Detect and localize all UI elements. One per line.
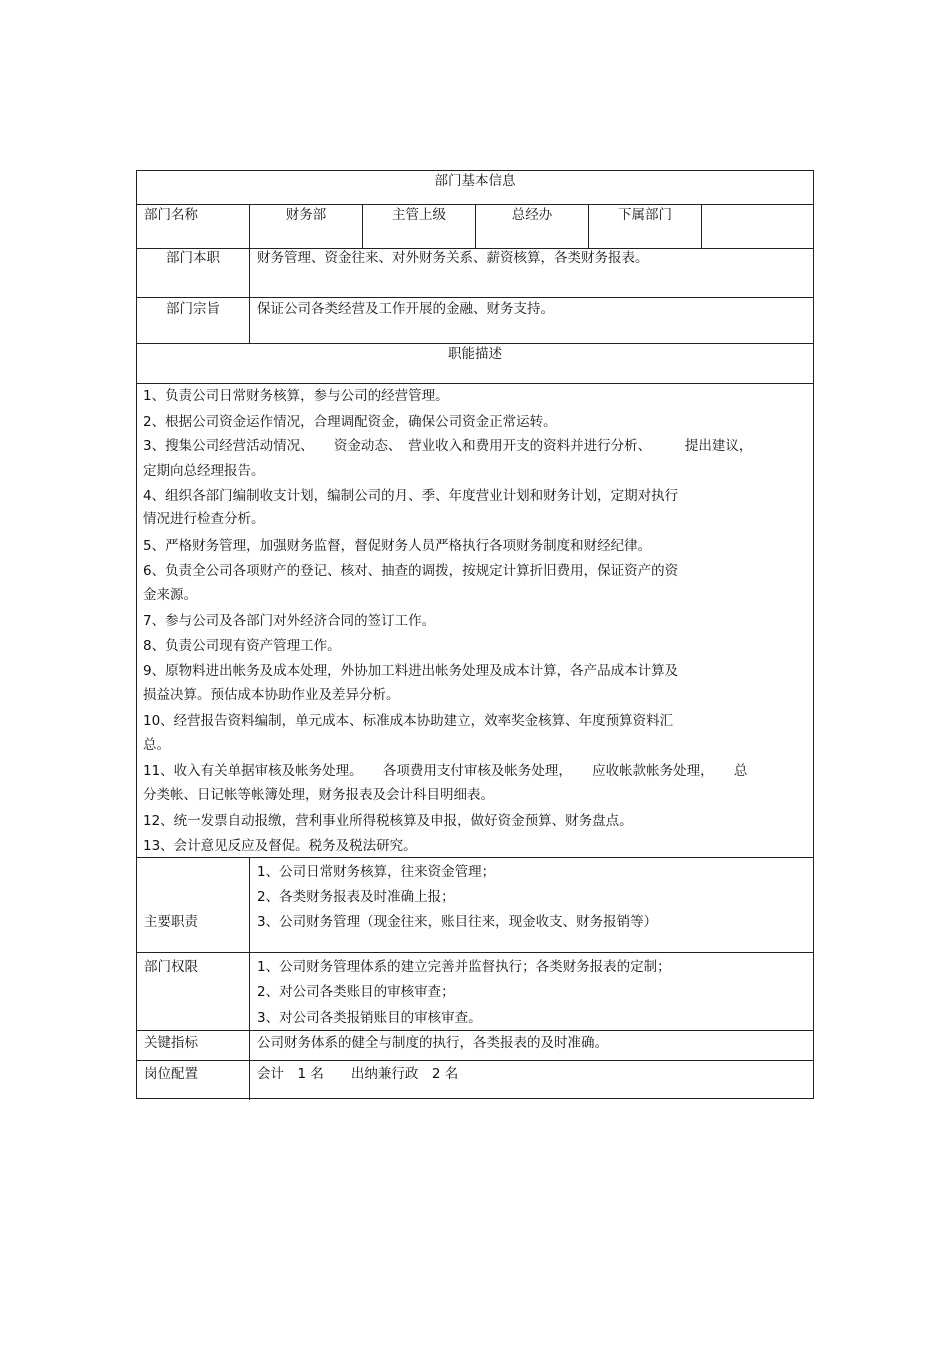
col-divider	[249, 248, 250, 343]
function-line: 8、负责公司现有资产管理工作。	[143, 638, 341, 654]
supervisor-label: 主管上级	[392, 207, 446, 223]
row-divider	[137, 343, 813, 344]
row-divider	[137, 383, 813, 384]
dept-name-label: 部门名称	[144, 207, 198, 223]
function-line: 10、经营报告资料编制，单元成本、标准成本协助建立，效率奖金核算、年度预算资料汇	[143, 713, 674, 729]
function-line: 9、原物料进出帐务及成本处理，外协加工料进出帐务处理及成本计算，各产品成本计算及	[143, 663, 679, 679]
basic-info-title: 部门基本信息	[434, 173, 516, 189]
function-line: 4、组织各部门编制收支计划，编制公司的月、季、年度营业计划和财务计划，定期对执行	[143, 488, 679, 504]
main-duties-label: 主要职责	[144, 914, 198, 930]
function-line: 13、会计意见反应及督促。税务及税法研究。	[143, 838, 417, 854]
function-line: 定期向总经理报告。	[143, 463, 265, 479]
col-divider	[701, 204, 702, 248]
dept-name-value: 财务部	[285, 207, 327, 223]
function-line: 5、严格财务管理，加强财务监督，督促财务人员严格执行各项财务制度和财经纪律。	[143, 538, 652, 554]
functions-title: 职能描述	[448, 346, 502, 362]
function-line: 分类帐、日记帐等帐簿处理，财务报表及会计科目明细表。	[143, 787, 494, 803]
purpose-label: 部门宗旨	[166, 301, 220, 317]
subdept-label: 下属部门	[618, 207, 672, 223]
duty-label: 部门本职	[166, 250, 220, 266]
duty-value: 财务管理、资金往来、对外财务关系、薪资核算，各类财务报表。	[257, 250, 649, 266]
authority-label: 部门权限	[144, 959, 198, 975]
supervisor-value: 总经办	[511, 207, 553, 223]
positions-label: 岗位配置	[144, 1066, 198, 1082]
function-line: 情况进行检查分析。	[143, 511, 265, 527]
authority-item: 1、公司财务管理体系的建立完善并监督执行；各类财务报表的定制；	[257, 959, 671, 975]
row-divider	[137, 297, 813, 298]
kpi-label: 关键指标	[144, 1035, 198, 1051]
row-divider	[137, 1060, 813, 1061]
function-line: 6、负责全公司各项财产的登记、核对、抽查的调拨，按规定计算折旧费用，保证资产的资	[143, 563, 679, 579]
function-line: 12、统一发票自动报缴，营利事业所得税核算及申报，做好资金预算、财务盘点。	[143, 813, 633, 829]
function-line: 11、收入有关单据审核及帐务处理。 各项费用支付审核及帐务处理， 应收帐款帐务处理， 总	[143, 763, 748, 779]
authority-item: 2、对公司各类账目的审核审查；	[257, 984, 455, 1000]
col-divider	[249, 857, 250, 1100]
department-info-table	[136, 170, 814, 1099]
positions-value: 会计 1 名 出纳兼行政 2 名	[257, 1066, 459, 1082]
main-duty-item: 2、各类财务报表及时准确上报；	[257, 889, 455, 905]
authority-item: 3、对公司各类报销账目的审核审查。	[257, 1010, 482, 1026]
row-divider	[137, 1030, 813, 1031]
function-line: 金来源。	[143, 587, 197, 603]
row-divider	[137, 952, 813, 953]
function-line: 3、搜集公司经营活动情况、 资金动态、 营业收入和费用开支的资料并进行分析、 提出建议，	[143, 438, 753, 454]
purpose-value: 保证公司各类经营及工作开展的金融、财务支持。	[257, 301, 554, 317]
function-line: 1、负责公司日常财务核算，参与公司的经营管理。	[143, 388, 449, 404]
row-divider	[137, 857, 813, 858]
function-line: 总。	[143, 737, 170, 753]
function-line: 损益决算。预估成本协助作业及差异分析。	[143, 687, 400, 703]
main-duty-item: 1、公司日常财务核算，往来资金管理；	[257, 864, 496, 880]
kpi-value: 公司财务体系的健全与制度的执行，各类报表的及时准确。	[257, 1035, 608, 1051]
function-line: 2、根据公司资金运作情况，合理调配资金，确保公司资金正常运转。	[143, 414, 557, 430]
function-line: 7、参与公司及各部门对外经济合同的签订工作。	[143, 613, 436, 629]
main-duty-item: 3、公司财务管理（现金往来，账目往来，现金收支、财务报销等）	[257, 914, 658, 930]
